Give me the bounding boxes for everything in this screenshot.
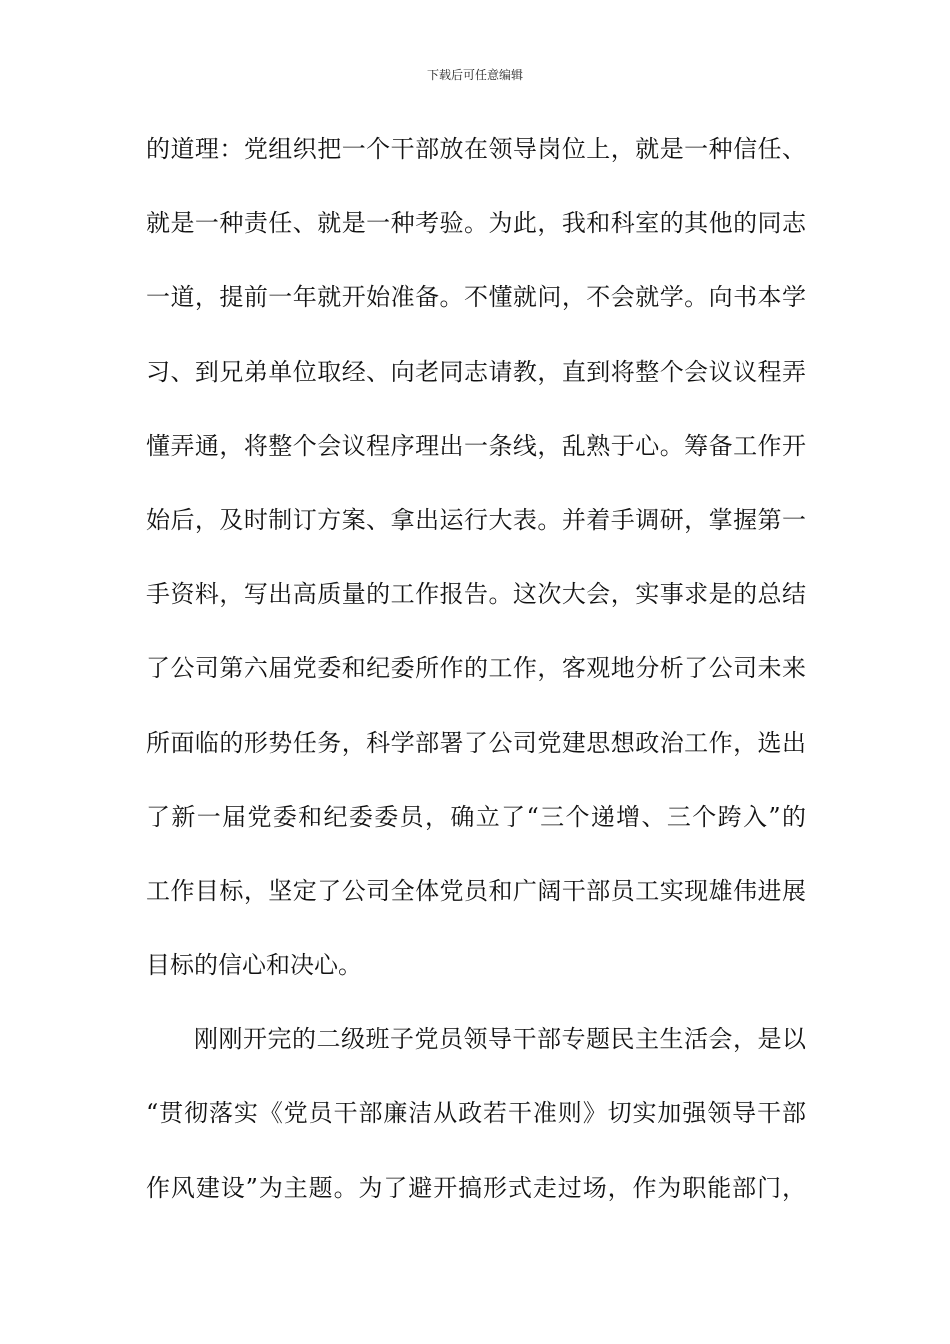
text-line: 目标的信心和决心。 [146, 951, 362, 980]
text-line: 刚刚开完的二级班子党员领导干部专题民主生活会，是以 [194, 1025, 806, 1054]
page-header: 下载后可任意编辑 [426, 68, 523, 82]
text-line: 就是一种责任、就是一种考验。为此，我和科室的其他的同志 [146, 209, 806, 238]
text-line: 一道，提前一年就开始准备。不懂就问，不会就学。向书本学 [146, 283, 806, 312]
text-line: 作风建设”为主题。为了避开搞形式走过场，作为职能部门， [146, 1173, 806, 1202]
text-line: 习、到兄弟单位取经、向老同志请教，直到将整个会议议程弄 [146, 357, 806, 386]
text-line: 工作目标，坚定了公司全体党员和广阔干部员工实现雄伟进展 [146, 876, 806, 905]
text-line: 始后，及时制订方案、拿出运行大表。并着手调研，掌握第一 [146, 505, 806, 534]
text-line: 了新一届党委和纪委委员，确立了“三个递增、三个跨入”的 [146, 802, 806, 831]
text-line: 了公司第六届党委和纪委所作的工作，客观地分析了公司未来 [146, 654, 806, 683]
paragraph-1 [146, 127, 806, 1017]
text-line: “贯彻落实《党员干部廉洁从政若干准则》切实加强领导干部 [146, 1099, 806, 1128]
text-line: 所面临的形势任务，科学部署了公司党建思想政治工作，选出 [146, 728, 806, 757]
text-line: 手资料，写出高质量的工作报告。这次大会，实事求是的总结 [146, 580, 806, 609]
text-line: 懂弄通，将整个会议程序理出一条线，乱熟于心。筹备工作开 [146, 431, 806, 460]
document-body [146, 127, 806, 1240]
paragraph-2 [146, 1017, 806, 1240]
text-line: 的道理：党组织把一个干部放在领导岗位上，就是一种信任、 [146, 135, 806, 163]
